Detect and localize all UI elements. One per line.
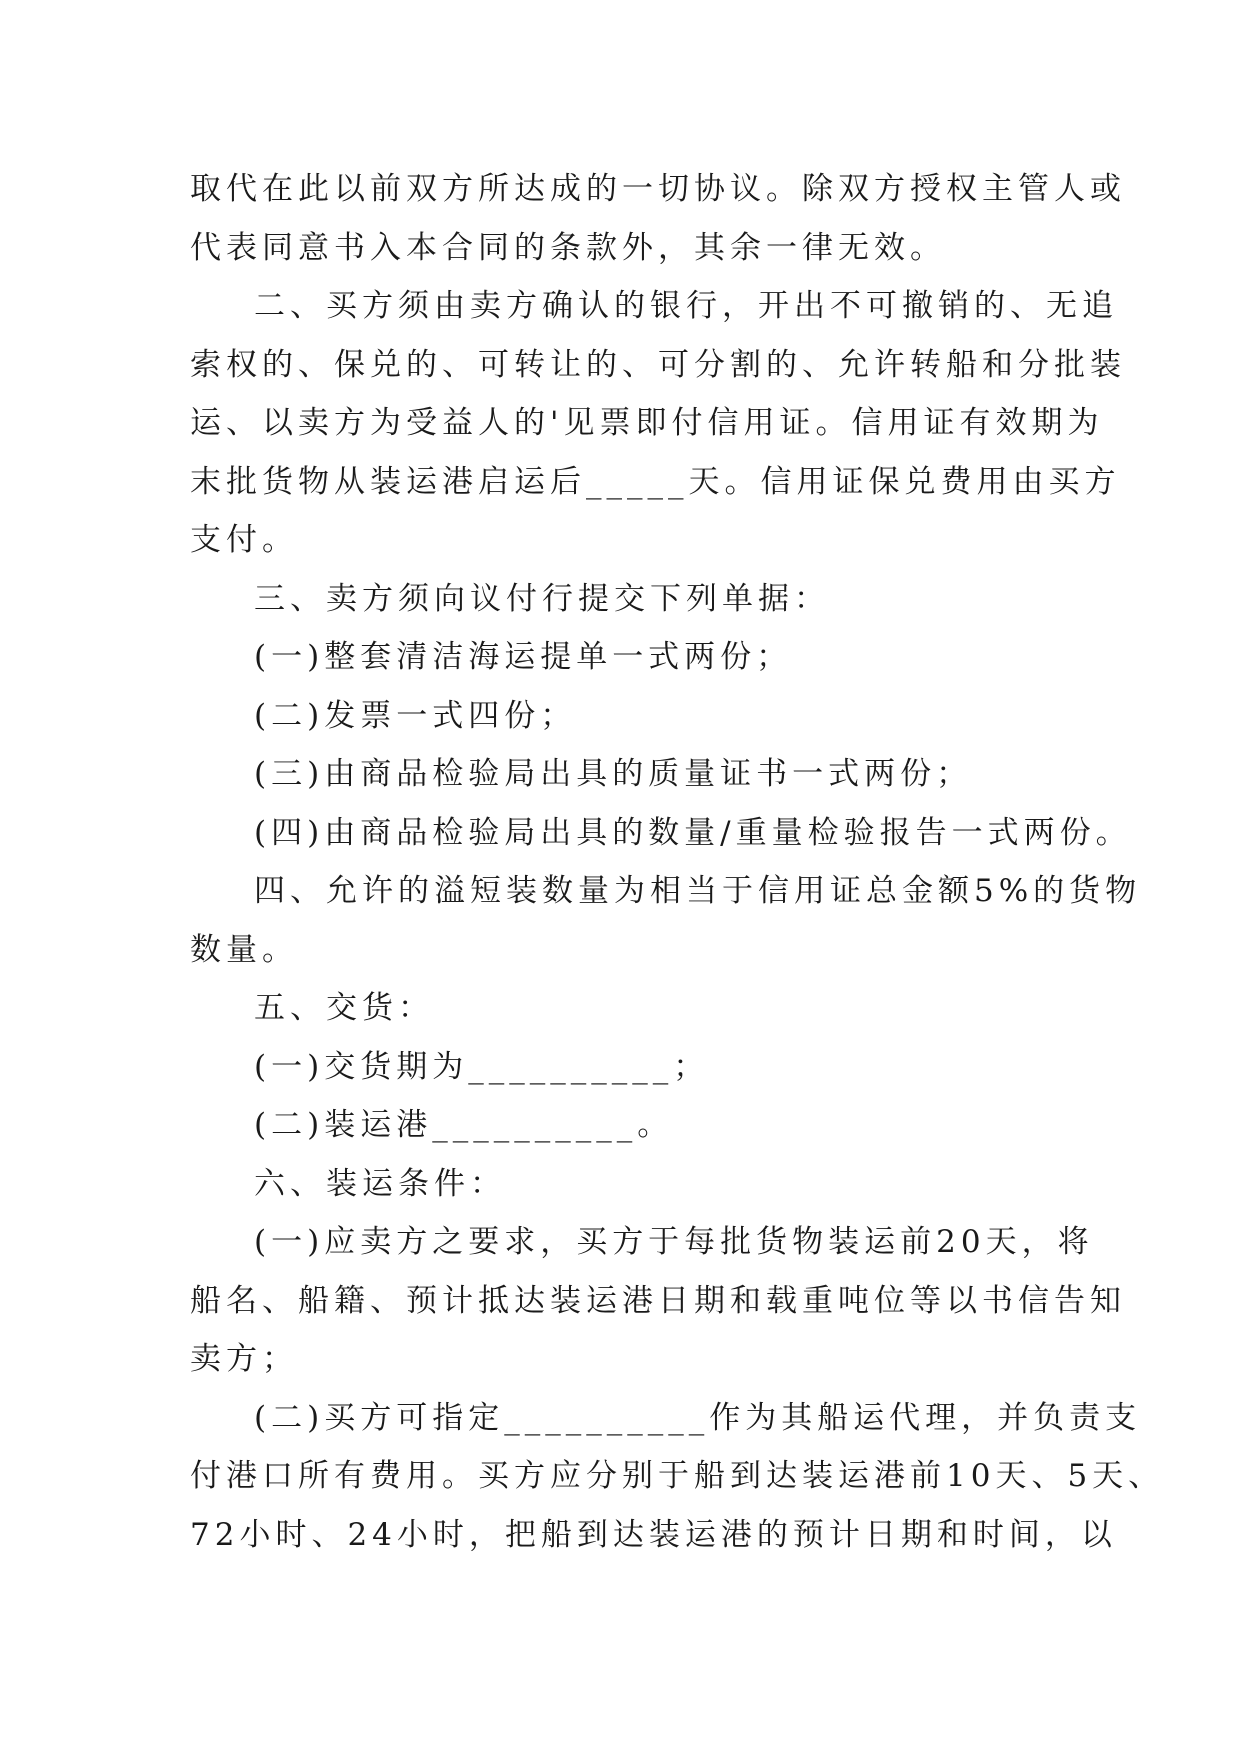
text-line: 72小时、24小时，把船到达装运港的预计日期和时间，以	[190, 1516, 1117, 1553]
text-line: (一)交货期为__________；	[254, 1048, 710, 1085]
text-line: 船名、船籍、预计抵达装运港日期和载重吨位等以书信告知	[190, 1282, 1126, 1319]
text-line: 取代在此以前双方所达成的一切协议。除双方授权主管人或	[190, 171, 1126, 207]
text-line: (二)发票一式四份；	[254, 697, 577, 734]
text-line: 五、交货：	[254, 990, 434, 1026]
text-line: (一)应卖方之要求，买方于每批货物装运前20天，将	[254, 1224, 1094, 1260]
text-line: 三、卖方须向议付行提交下列单据：	[254, 580, 830, 617]
text-line: 运、以卖方为受益人的'见票即付信用证。信用证有效期为	[190, 405, 1104, 441]
document-body	[190, 160, 1165, 1564]
text-line: 四、允许的溢短装数量为相当于信用证总金额5%的货物	[254, 873, 1142, 909]
text-line: (二)装运港__________。	[254, 1107, 674, 1143]
text-line: 卖方；	[190, 1341, 298, 1377]
text-line: (二)买方可指定__________作为其船运代理，并负责支	[254, 1399, 1142, 1436]
text-line: 索权的、保兑的、可转让的、可分割的、允许转船和分批装	[190, 346, 1126, 383]
text-line: 付港口所有费用。买方应分别于船到达装运港前10天、5天、	[190, 1458, 1165, 1494]
text-line: (一)整套清洁海运提单一式两份；	[254, 639, 793, 675]
text-line: 支付。	[190, 522, 298, 558]
text-line: 六、装运条件：	[254, 1165, 506, 1202]
text-line: 代表同意书入本合同的条款外，其余一律无效。	[190, 229, 946, 266]
text-line: 数量。	[190, 931, 298, 968]
text-line: 二、买方须由卖方确认的银行，开出不可撤销的、无追	[254, 288, 1118, 324]
text-line: 末批货物从装运港启运后_____天。信用证保兑费用由买方	[190, 463, 1121, 500]
text-line: (三)由商品检验局出具的质量证书一式两份；	[254, 756, 973, 792]
text-line: (四)由商品检验局出具的数量/重量检验报告一式两份。	[254, 814, 1132, 851]
